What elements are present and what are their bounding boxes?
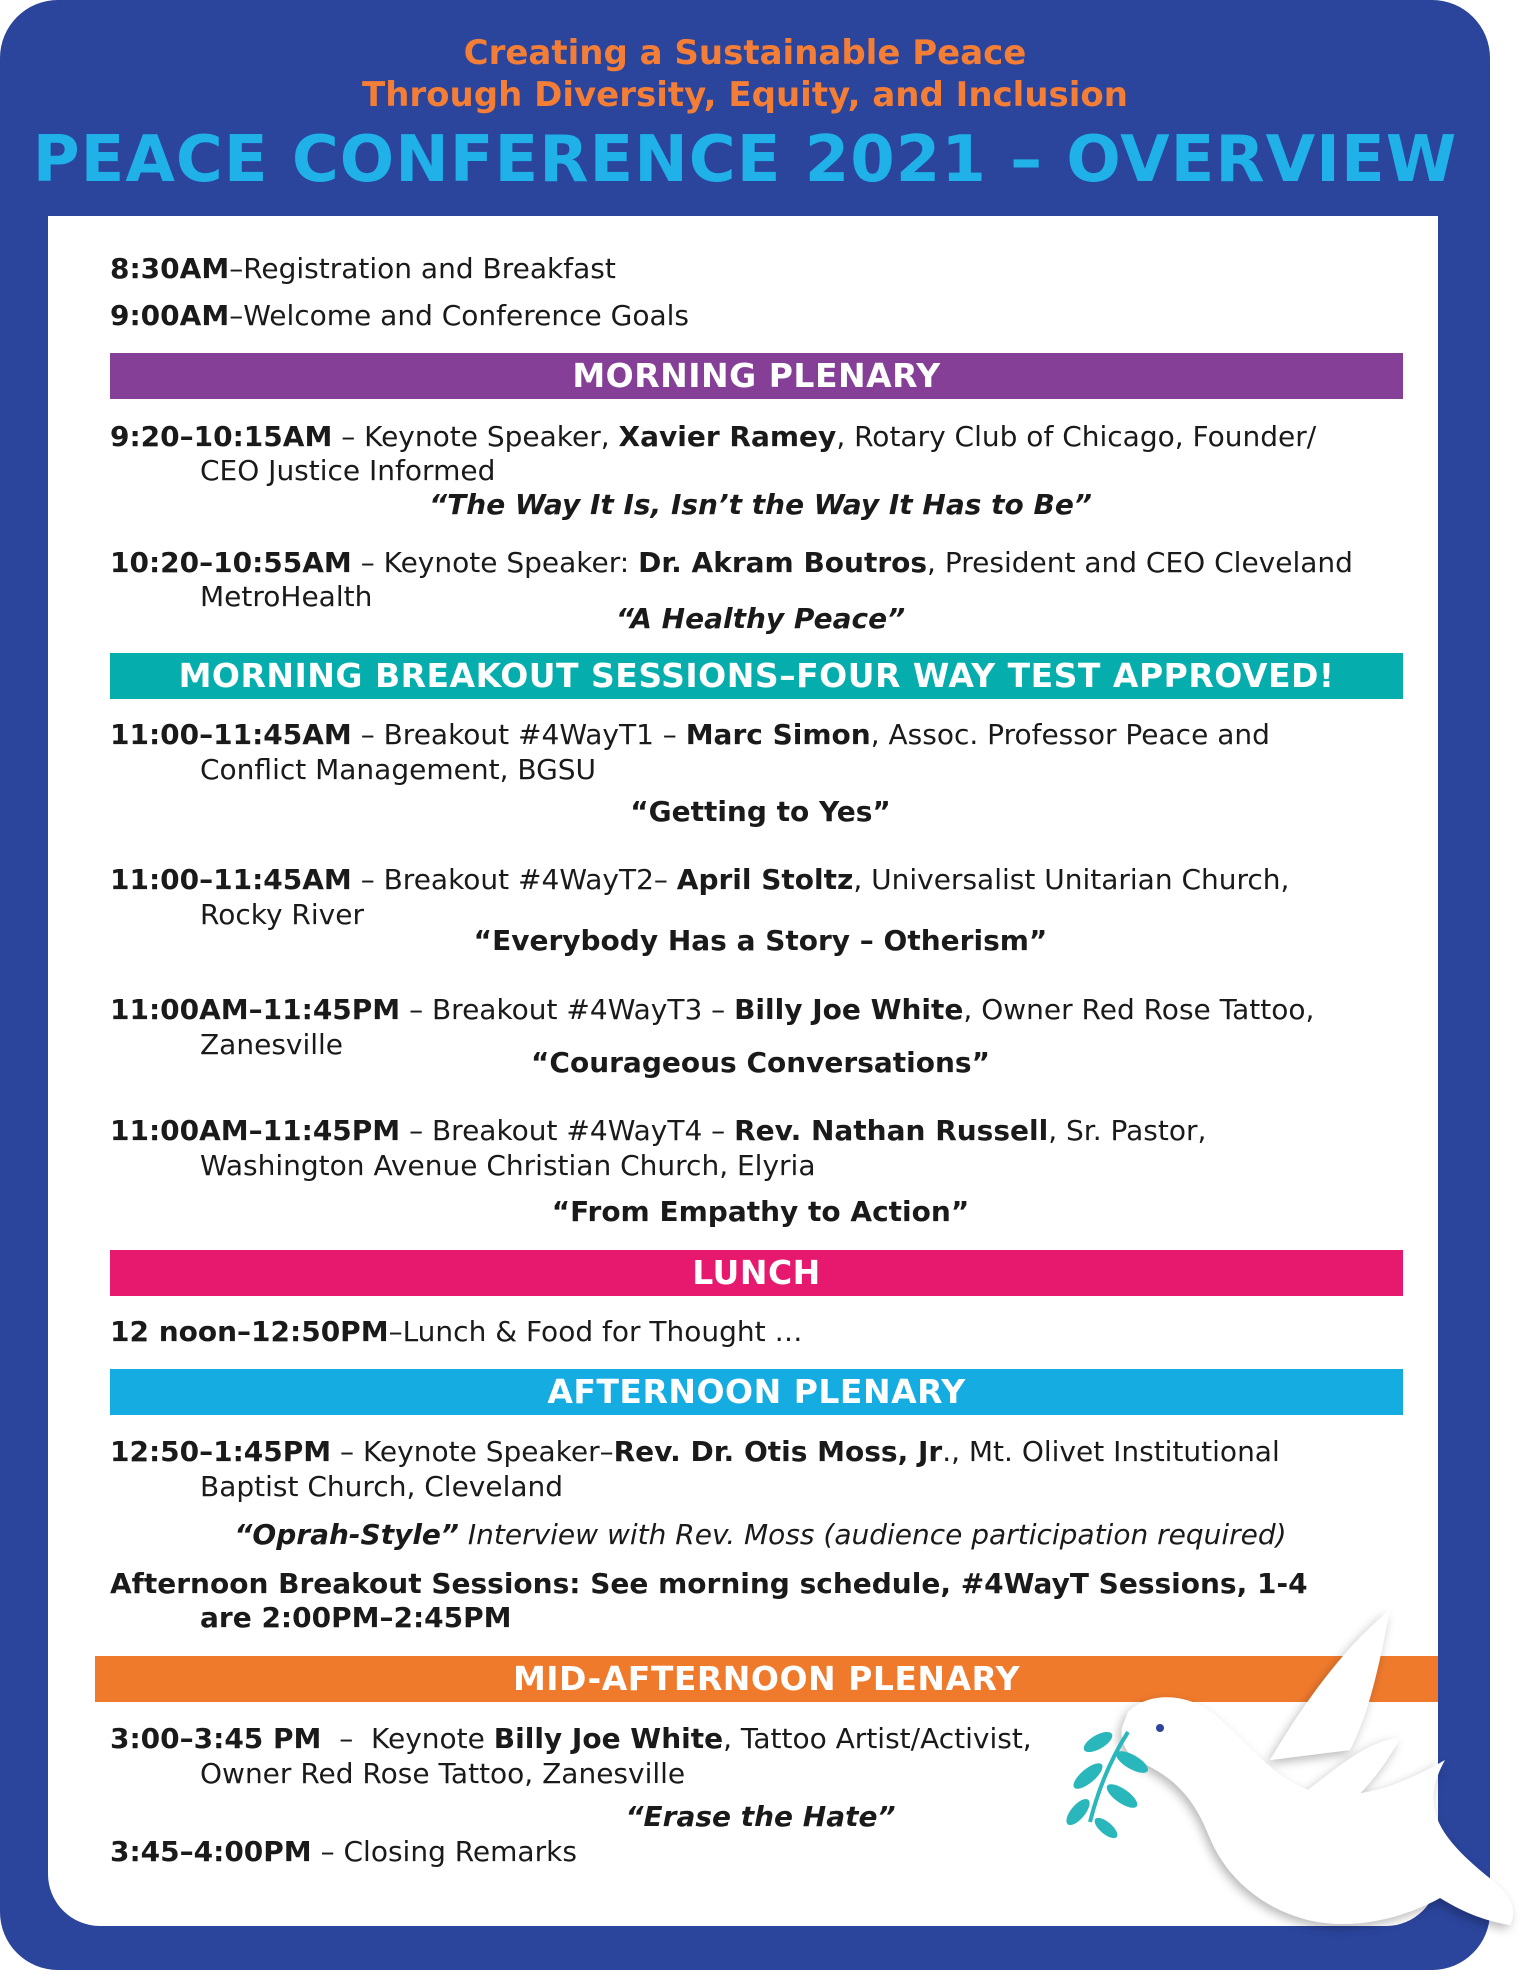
item-time: 12:50–1:45PM (110, 1435, 332, 1468)
speaker-name: Billy Joe White (734, 993, 964, 1026)
page-title: PEACE CONFERENCE 2021 – OVERVIEW (32, 123, 1458, 197)
afternoon-breakout-note: Afternoon Breakout Sessions: See morning schedule, #4WayT Sessions, 1-4 (110, 1567, 1308, 1600)
section-bar-mid-afternoon: MID-AFTERNOON PLENARY (95, 1656, 1438, 1702)
speaker-name: Dr. Akram Boutros (638, 546, 928, 579)
speaker-name: Xavier Ramey (618, 420, 837, 453)
schedule-item-keynote-white (110, 1722, 1032, 1756)
schedule-item-lunch (110, 1315, 803, 1349)
speaker-name: Billy Joe White (493, 1722, 724, 1755)
item-text: Registration and Breakfast (243, 252, 616, 285)
item-continuation: Zanesville (200, 1028, 344, 1061)
item-prefix: – Keynote Speaker– (331, 1435, 614, 1468)
item-continuation: Conflict Management, BGSU (200, 753, 597, 786)
item-continuation: Washington Avenue Christian Church, Elyria (200, 1149, 816, 1182)
item-prefix: – Keynote (321, 1722, 494, 1755)
item-affiliation: , Sr. Pastor, (1048, 1114, 1207, 1147)
schedule-item-breakout-2 (110, 863, 1289, 897)
quote-rest: Interview with Rev. Moss (audience participation required) (458, 1518, 1287, 1551)
item-prefix: – Breakout #4WayT3 – (400, 993, 735, 1026)
item-affiliation: , Rotary Club of Chicago, Founder/ (836, 420, 1317, 453)
session-title-quote: “Courageous Conversations” (531, 1046, 990, 1079)
item-time: 3:00–3:45 PM (110, 1722, 322, 1755)
session-title-quote (48, 1518, 1438, 1552)
item-affiliation: ., Mt. Olivet Institutional (942, 1435, 1280, 1468)
item-prefix: – Breakout #4WayT1 – (351, 718, 686, 751)
dove-eye (1156, 1724, 1164, 1732)
item-text: Lunch & Food for Thought … (402, 1315, 803, 1348)
schedule-item-breakout-3 (110, 993, 1314, 1027)
session-title-quote: “Getting to Yes” (630, 795, 891, 828)
schedule-item-closing (110, 1835, 577, 1869)
item-time: 11:00AM–11:45PM (110, 1114, 401, 1147)
item-time: 8:30AM (110, 252, 230, 285)
section-bar-lunch: LUNCH (110, 1250, 1403, 1296)
item-affiliation: , Tattoo Artist/Activist, (723, 1722, 1032, 1755)
item-continuation: Owner Red Rose Tattoo, Zanesville (200, 1757, 686, 1790)
item-text: – Closing Remarks (311, 1835, 577, 1868)
dove-icon (1040, 1590, 1534, 1980)
schedule-item-keynote-boutros (110, 546, 1353, 580)
schedule-item-keynote-moss (110, 1435, 1280, 1469)
session-title-quote: “The Way It Is, Isn’t the Way It Has to Be” (429, 488, 1092, 521)
item-prefix: – Breakout #4WayT4 – (400, 1114, 735, 1147)
item-separator: – (229, 299, 244, 332)
item-time: 3:45–4:00PM (110, 1835, 312, 1868)
schedule-item-breakout-4 (110, 1114, 1206, 1148)
quote-bold: “Oprah-Style” (234, 1518, 459, 1551)
session-title-quote: “Everybody Has a Story – Otherism” (473, 924, 1048, 957)
item-continuation: Rocky River (200, 898, 364, 931)
item-text: Welcome and Conference Goals (243, 299, 689, 332)
item-time: 11:00AM–11:45PM (110, 993, 401, 1026)
item-time: 11:00–11:45AM (110, 718, 352, 751)
item-continuation: MetroHealth (200, 580, 373, 613)
session-title-quote: “From Empathy to Action” (551, 1195, 970, 1228)
section-bar-afternoon-plenary: AFTERNOON PLENARY (110, 1369, 1403, 1415)
speaker-name: Marc Simon (685, 718, 871, 751)
session-title-quote: “A Healthy Peace” (615, 602, 906, 635)
item-affiliation: , President and CEO Cleveland (927, 546, 1353, 579)
item-continuation: CEO Justice Informed (200, 454, 496, 487)
afternoon-breakout-note-continuation: are 2:00PM–2:45PM (200, 1601, 512, 1634)
schedule-item-breakout-1 (110, 718, 1270, 752)
item-prefix: – Breakout #4WayT2– (351, 863, 677, 896)
schedule-item-registration (110, 252, 616, 286)
item-prefix: – Keynote Speaker: (351, 546, 639, 579)
item-time: 12 noon–12:50PM (110, 1315, 389, 1348)
speaker-name: April Stoltz (676, 863, 854, 896)
item-time: 10:20–10:55AM (110, 546, 352, 579)
speaker-name: Rev. Nathan Russell (734, 1114, 1049, 1147)
item-time: 9:00AM (110, 299, 230, 332)
item-affiliation: , Universalist Unitarian Church, (853, 863, 1290, 896)
item-continuation: Baptist Church, Cleveland (200, 1470, 564, 1503)
item-separator: – (388, 1315, 403, 1348)
schedule-item-keynote-ramey (110, 420, 1316, 454)
schedule-item-welcome (110, 299, 689, 333)
item-separator: – (229, 252, 244, 285)
session-title-quote: “Erase the Hate” (625, 1800, 896, 1833)
speaker-name: Rev. Dr. Otis Moss, Jr (613, 1435, 943, 1468)
item-affiliation: , Owner Red Rose Tattoo, (963, 993, 1315, 1026)
item-time: 9:20–10:15AM (110, 420, 333, 453)
item-time: 11:00–11:45AM (110, 863, 352, 896)
item-prefix: – Keynote Speaker, (332, 420, 619, 453)
item-affiliation: , Assoc. Professor Peace and (870, 718, 1270, 751)
section-bar-morning-breakouts: MORNING BREAKOUT SESSIONS–FOUR WAY TEST APPROVED! (110, 653, 1403, 699)
subtitle-line-1: Creating a Sustainable Peace (463, 33, 1027, 73)
subtitle-line-2: Through Diversity, Equity, and Inclusion (362, 75, 1128, 115)
section-bar-morning-plenary: MORNING PLENARY (110, 353, 1403, 399)
